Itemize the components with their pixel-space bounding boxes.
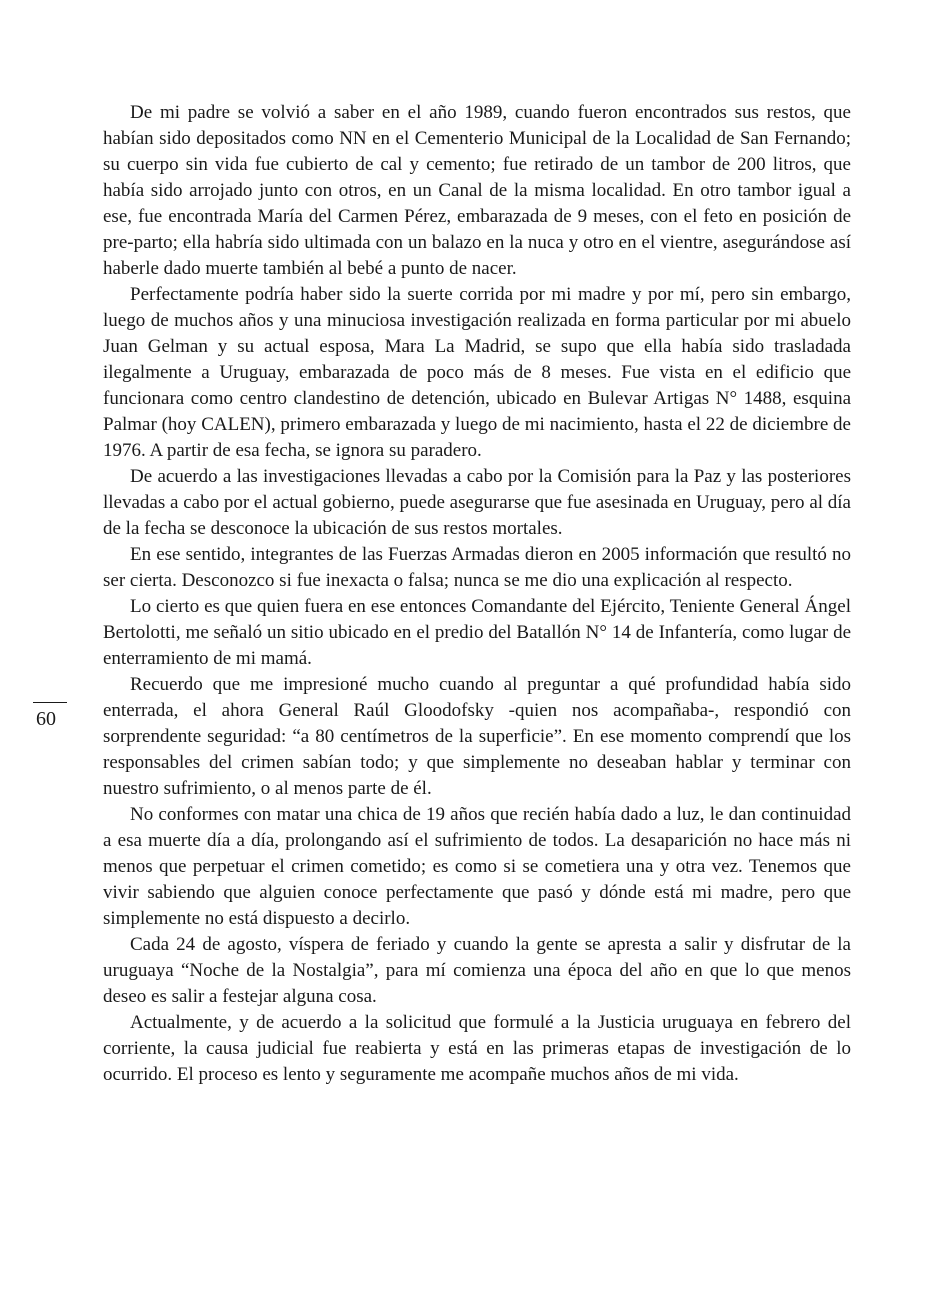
paragraph-2: Perfectamente podría haber sido la suerte corrida por mi madre y por mí, pero sin embargo, luego de muchos años y una minuciosa investigación realizada en forma particular por mi abuelo Juan Gelman y su actual esposa, Mara La Madrid, se supo que ella había sido trasladada ilegalmente a Uruguay, embarazada de poco más de 8 meses. Fue vista en el edificio que funcionara como centro clandestino de detención, ubicado en Bulevar Artigas N° 1488, esquina Palmar (hoy CALEN), primero embarazada y luego de mi nacimiento, hasta el 22 de diciembre de 1976. A partir de esa fecha, se ignora su paradero. — [103, 284, 851, 461]
paragraph-1: De mi padre se volvió a saber en el año 1989, cuando fueron encontrados sus restos, que habían sido depositados como NN en el Cementerio Municipal de la Localidad de San Fernando; su cuerpo sin vida fue cubierto de cal y cemento; fue retirado de un tambor de 200 litros, que había sido arrojado junto con otros, en un Canal de la misma localidad. En otro tambor igual a ese, fue encontrada María del Carmen Pérez, embarazada de 9 meses, con el feto en posición de pre-parto; ella habría sido ultimada con un balazo en la nuca y otro en el vientre, asegurándose así haberle dado muerte también al bebé a punto de nacer. — [103, 102, 851, 279]
paragraph-7: No conformes con matar una chica de 19 años que recién había dado a luz, le dan continuidad a esa muerte día a día, prolongando así el sufrimiento de todos. La desaparición no hace más ni menos que perpetuar el crimen cometido; es como si se cometiera una y otra vez. Tenemos que vivir sabiendo que alguien conoce perfectamente que pasó y dónde está mi madre, pero que simplemente no está dispuesto a decirlo. — [103, 804, 851, 929]
paragraph-9: Actualmente, y de acuerdo a la solicitud que formulé a la Justicia uruguaya en febrero del corriente, la causa judicial fue reabierta y está en las primeras etapas de investigación de lo ocurrido. El proceso es lento y seguramente me acompañe muchos años de mi vida. — [103, 1012, 851, 1085]
paragraph-8: Cada 24 de agosto, víspera de feriado y cuando la gente se apresta a salir y disfrutar de la uruguaya “Noche de la Nostalgia”, para mí comienza una época del año en que lo que menos deseo es salir a festejar alguna cosa. — [103, 934, 851, 1007]
body-text — [103, 100, 851, 1088]
paragraph-4: En ese sentido, integrantes de las Fuerzas Armadas dieron en 2005 información que resultó no ser cierta. Desconozco si fue inexacta o falsa; nunca se me dio una explicación al respecto. — [103, 544, 851, 591]
page-number-rule — [33, 702, 67, 703]
paragraph-6: Recuerdo que me impresioné mucho cuando al preguntar a qué profundidad había sido enterrada, el ahora General Raúl Gloodofsky -quien nos acompañaba-, respondió con sorprendente seguridad: “a 80 centímetros de la superficie”. En ese momento comprendí que los responsables del crimen sabían todo; y que simplemente no deseaban hablar y terminar con nuestro sufrimiento, o al menos parte de él. — [103, 674, 851, 799]
paragraph-5: Lo cierto es que quien fuera en ese entonces Comandante del Ejército, Teniente General Ángel Bertolotti, me señaló un sitio ubicado en el predio del Batallón N° 14 de Infantería, como lugar de enterramiento de mi mamá. — [103, 596, 851, 669]
page-number: 60 — [36, 708, 56, 730]
paragraph-3: De acuerdo a las investigaciones llevadas a cabo por la Comisión para la Paz y las posteriores llevadas a cabo por el actual gobierno, puede asegurarse que fue asesinada en Uruguay, pero al día de la fecha se desconoce la ubicación de sus restos mortales. — [103, 466, 851, 539]
